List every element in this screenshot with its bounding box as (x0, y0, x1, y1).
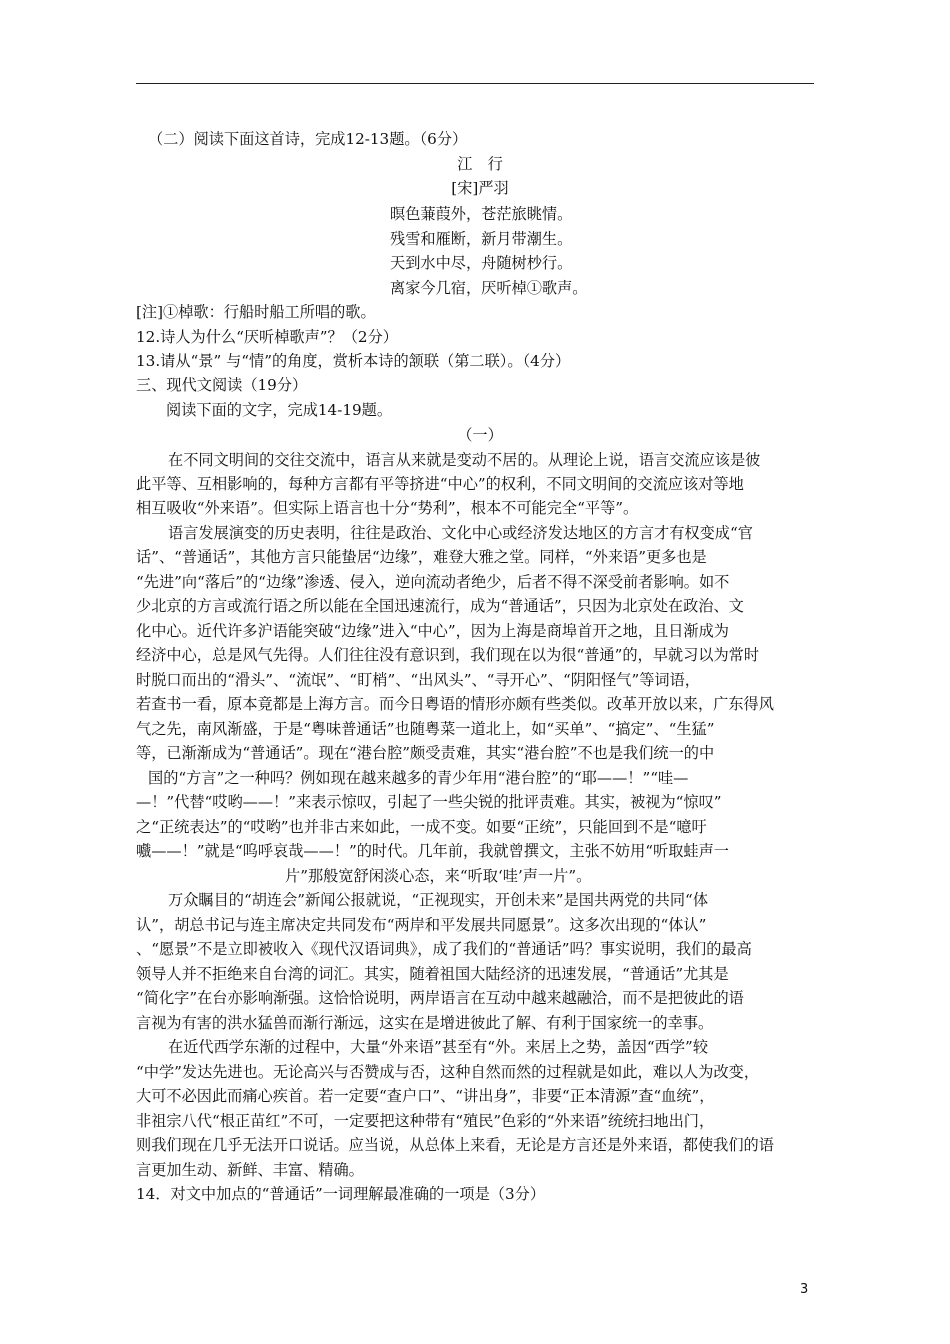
paragraph-line: 大可不必因此而痛心疾首。若一定要“查户口”、“讲出身”，非要“正本清源”查“血统”， (136, 1087, 715, 1105)
paragraph-line: 嚱——！”就是“呜呼哀哉——！”的时代。几年前，我就曾撰文，主张不妨用“听取蛙声一 (136, 842, 729, 860)
paragraph-line: 非祖宗八代“根正苗红”不可，一定要把这种带有“殖民”色彩的“外来语”统统扫地出门， (136, 1112, 715, 1130)
paragraph-line: 此平等、互相影响的，每种方言都有平等挤进“中心”的权利，不同文明间的交流应该对等地 (136, 475, 744, 493)
paragraph-line: —！”代替“哎哟——！”来表示惊叹，引起了一些尖锐的批评责难。其实，被视为“惊叹” (136, 793, 722, 811)
paragraph-line: 万众瞩目的“胡连会”新闻公报就说，“正视现实，开创未来”是国共两党的共同“体 (168, 891, 709, 909)
section-heading: 三、现代文阅读（19分） (136, 376, 308, 394)
paragraph-line: 经济中心，总是风气先得。人们往往没有意识到，我们现在以为很“普通”的，早就习以为常时 (136, 646, 760, 664)
paragraph-line: 在近代西学东渐的过程中，大量“外来语”甚至有“外。来居上之势，盖因“西学”较 (168, 1038, 709, 1056)
paragraph-line: 少北京的方言或流行语之所以能在全国迅速流行，成为“普通话”，只因为北京处在政治、文 (136, 597, 744, 615)
part-label: （一） (457, 426, 503, 444)
section-heading: （二）阅读下面这首诗，完成12-13题。（6分） (148, 130, 468, 148)
paragraph-line: 之“正统表达”的“哎哟”也并非古来如此，一成不变。如要“正统”，只能回到不是“噫吁 (136, 818, 707, 836)
paragraph-line: 话”、“普通话”，其他方言只能蛰居“边缘”，难登大雅之堂。同样，“外来语”更多也是 (136, 548, 707, 566)
paragraph-line: 在不同文明间的交往交流中，语言从来就是变动不居的。从理论上说，语言交流应该是彼 (168, 451, 761, 469)
paragraph-line: 认”，胡总书记与连主席决定共同发布“两岸和平发展共同愿景”。这多次出现的“体认” (136, 916, 707, 934)
poem-line: 暝色蒹葭外，苍茫旅眺情。 (390, 205, 573, 223)
question-14: 14．对文中加点的“普通话”一词理解最准确的一项是（3分） (136, 1185, 546, 1203)
instruction: 阅读下面的文字，完成14-19题。 (166, 401, 393, 419)
paragraph-line: 语言发展演变的历史表明，往往是政治、文化中心或经济发达地区的方言才有权变成“官 (168, 524, 753, 542)
poem-note: [注]①棹歌：行船时船工所唱的歌。 (136, 303, 376, 321)
paragraph-line: 时脱口而出的“滑头”、“流氓”、“盯梢”、“出风头”、“寻开心”、“阴阳怪气”等词语， (136, 671, 700, 689)
paragraph-line: 言视为有害的洪水猛兽而渐行渐远，这实在是增进彼此了解、有利于国家统一的幸事。 (136, 1014, 714, 1032)
question-12: 12.诗人为什么“厌听棹歌声”？（2分） (136, 328, 398, 346)
poem-title: 江 行 (457, 155, 503, 173)
paragraph-line: 气之先，南风渐盛，于是“粤味普通话”也随粤菜一道北上，如“买单”、“搞定”、“生猛” (136, 720, 715, 738)
page-number: 3 (800, 1282, 809, 1297)
question-13: 13.请从“景” 与“情”的角度，赏析本诗的颔联（第二联）。（4分） (136, 352, 571, 370)
paragraph-line: “先进”向“落后”的“边缘”渗透、侵入，逆向流动者绝少，后者不得不深受前者影响。如不 (136, 573, 730, 591)
paragraph-line: “中学”发达先进也。无论高兴与否赞成与否，这种自然而然的过程就是如此，难以人为改变， (136, 1063, 760, 1081)
poem-line: 天到水中尽，舟随树杪行。 (390, 254, 573, 272)
paragraph-line: 若查书一看，原本竟都是上海方言。而今日粤语的情形亦颇有些类似。改革开放以来，广东得风 (136, 695, 774, 713)
paragraph-line: 则我们现在几乎无法开口说话。应当说，从总体上来看，无论是方言还是外来语，都使我们的语 (136, 1136, 774, 1154)
paragraph-line: 相互吸收“外来语”。但实际上语言也十分“势利”，根本不可能完全“平等”。 (136, 499, 639, 517)
top-rule (136, 83, 814, 84)
paragraph-line: 领导人并不拒绝来自台湾的词汇。其实，随着祖国大陆经济的迅速发展，“普通话”尤其是 (136, 965, 729, 983)
paragraph-line: 言更加生动、新鲜、丰富、精确。 (136, 1161, 364, 1179)
paragraph-line: 国的“方言”之一种吗？例如现在越来越多的青少年用“港台腔”的“耶——！”“哇— (148, 769, 689, 787)
paragraph-line: 片”那般宽舒闲淡心态，来“听取‘哇’声一片”。 (285, 867, 592, 885)
paragraph-line: 化中心。近代许多沪语能突破“边缘”进入“中心”，因为上海是商埠首开之地，且日渐成为 (136, 622, 729, 640)
poem-line: 残雪和雁断，新月带潮生。 (390, 230, 573, 248)
paragraph-line: “简化字”在台亦影响渐强。这恰恰说明，两岸语言在互动中越来越融洽，而不是把彼此的语 (136, 989, 744, 1007)
paragraph-line: 等，已渐渐成为“普通话”。现在“港台腔”颇受责难，其实“港台腔”不也是我们统一的中 (136, 744, 715, 762)
paragraph-line: 、“愿景”不是立即被收入《现代汉语词典》，成了我们的“普通话”吗？事实说明，我们的最高 (136, 940, 752, 958)
poem-line: 离家今几宿，厌听棹①歌声。 (390, 279, 588, 297)
poem-author: [宋]严羽 (451, 179, 509, 197)
